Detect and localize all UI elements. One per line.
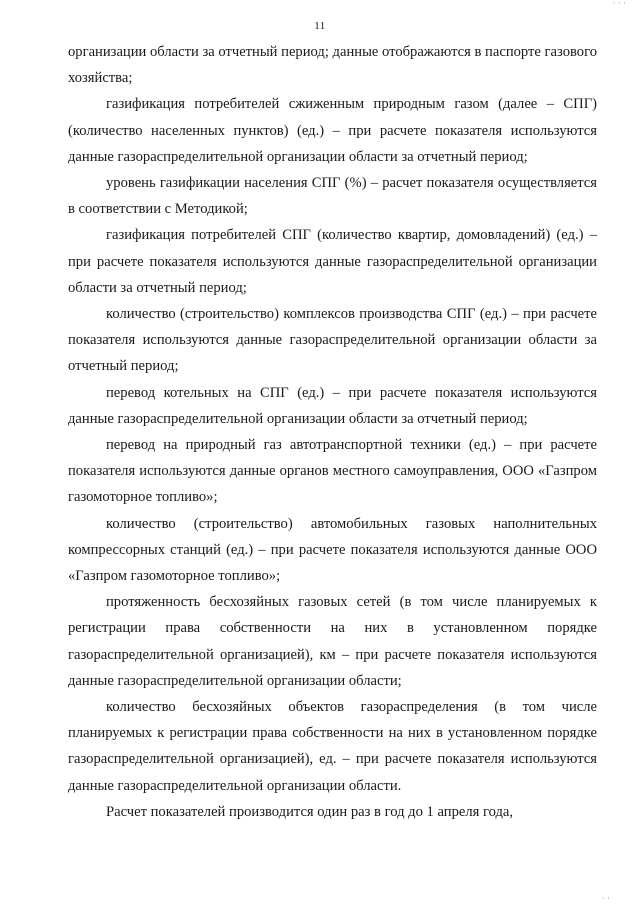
paragraph: перевод котельных на СПГ (ед.) – при расчете показателя используются данные газораспределительной организации области за отчетный период; bbox=[68, 384, 597, 427]
paragraph: количество (строительство) автомобильных газовых наполнительных компрессорных станций (ед.) – при расчете показателя используются данные ООО «Газпром газомоторное топливо»; bbox=[68, 515, 597, 585]
paragraph: количество (строительство) комплексов производства СПГ (ед.) – при расчете показателя используются данные газораспределительной организации области за отчетный период; bbox=[68, 306, 597, 375]
scan-corner-mark: · · · bbox=[612, 0, 626, 8]
paragraph: количество бесхозяйных объектов газораспределения (в том числе планируемых к регистрации права собственности на них в установленном порядке газораспределительной организацией), ед. – при расчете показателя используются данные газораспределительной организации области. bbox=[68, 699, 597, 794]
paragraph: уровень газификации населения СПГ (%) – расчет показателя осуществляется в соответствии с Методикой; bbox=[68, 175, 597, 218]
paragraph: Расчет показателей производится один раз в год до 1 апреля года, bbox=[106, 803, 514, 820]
paragraph: организации области за отчетный период; данные отображаются в паспорте газового хозяйства; bbox=[68, 44, 597, 87]
scan-corner-mark: · · bbox=[601, 893, 610, 903]
paragraph: газификация потребителей СПГ (количество квартир, домовладений) (ед.) – при расчете показателя используются данные газораспределительной организации области за отчетный период; bbox=[68, 227, 597, 296]
paragraph: протяженность бесхозяйных газовых сетей (в том числе планируемых к регистрации права собственности на них в установленном порядке газораспределительной организацией), км – при расчете показателя используются данные газораспределительной организации области; bbox=[68, 594, 597, 689]
paragraph: газификация потребителей сжиженным природным газом (далее – СПГ) (количество населенных пунктов) (ед.) – при расчете показателя используются данные газораспределительной организации области за отчетный период; bbox=[68, 96, 597, 165]
paragraph: перевод на природный газ автотранспортной техники (ед.) – при расчете показателя используются данные органов местного самоуправления, ООО «Газпром газомоторное топливо»; bbox=[68, 437, 597, 506]
body-text bbox=[68, 39, 597, 825]
page-number: 11 bbox=[314, 20, 326, 32]
